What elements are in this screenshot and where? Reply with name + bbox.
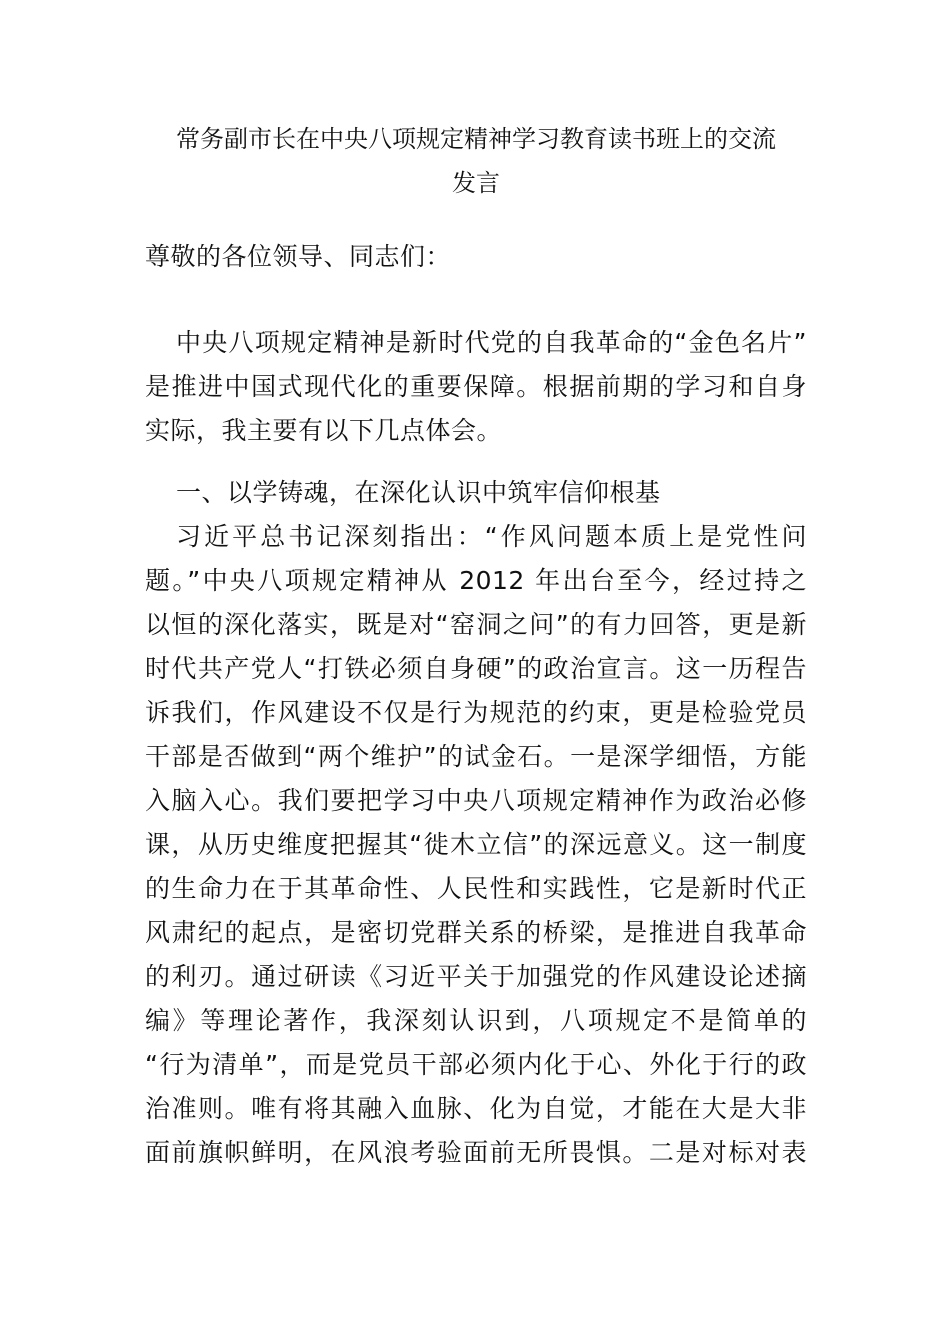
body-line: 风肃纪的起点，是密切党群关系的桥梁，是推进自我革命 (145, 918, 807, 947)
body-line: 编》等理论著作，我深刻认识到，八项规定不是简单的 (145, 1006, 807, 1035)
body-line: 诉我们，作风建设不仅是行为规范的约束，更是检验党员 (145, 698, 807, 727)
body-line: 干部是否做到“两个维护”的试金石。一是深学细悟，方能 (145, 742, 807, 771)
document-title-line-1: 常务副市长在中央八项规定精神学习教育读书班上的交流 (176, 125, 776, 153)
body-line: 入脑入心。我们要把学习中央八项规定精神作为政治必修 (145, 786, 807, 815)
body-line: 的利刃。通过研读《习近平关于加强党的作风建设论述摘 (145, 962, 807, 991)
body-line: 面前旗帜鲜明，在风浪考验面前无所畏惧。二是对标对表 (145, 1138, 807, 1167)
body-line: 以恒的深化落实，既是对“窑洞之问”的有力回答，更是新 (145, 610, 807, 639)
body-line: 习近平总书记深刻指出：“作风问题本质上是党性问 (176, 522, 807, 551)
document-title-line-2: 发言 (452, 169, 500, 197)
body-line: 题。”中央八项规定精神从 2012 年出台至今，经过持之 (145, 566, 807, 595)
intro-line: 中央八项规定精神是新时代党的自我革命的“金色名片” (176, 328, 807, 357)
body-line: 时代共产党人“打铁必须自身硬”的政治宣言。这一历程告 (145, 654, 807, 683)
intro-line: 是推进中国式现代化的重要保障。根据前期的学习和自身 (145, 372, 807, 401)
body-line: 的生命力在于其革命性、人民性和实践性，它是新时代正 (145, 874, 807, 903)
intro-line: 实际，我主要有以下几点体会。 (145, 416, 503, 445)
body-line: 课，从历史维度把握其“徙木立信”的深远意义。这一制度 (145, 830, 807, 859)
salutation: 尊敬的各位领导、同志们： (145, 242, 452, 271)
body-line: 治准则。唯有将其融入血脉、化为自觉，才能在大是大非 (145, 1094, 807, 1123)
body-line: “行为清单”，而是党员干部必须内化于心、外化于行的政 (145, 1050, 807, 1079)
section-heading: 一、以学铸魂，在深化认识中筑牢信仰根基 (176, 478, 661, 507)
